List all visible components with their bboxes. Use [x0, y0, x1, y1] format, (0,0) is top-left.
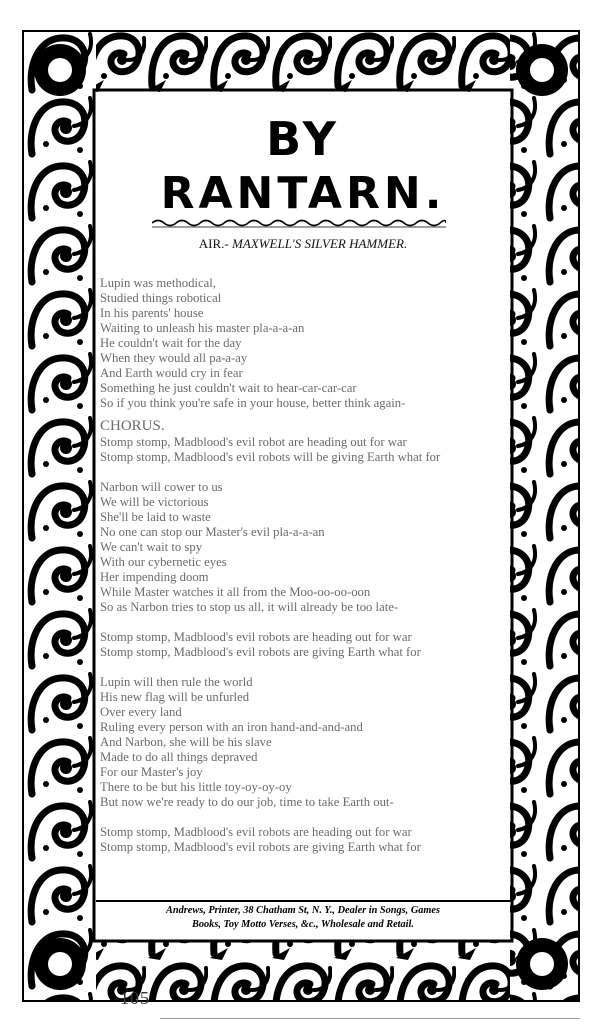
lyric-line: Her impending doom — [100, 570, 209, 584]
lyric-line: Something he just couldn't wait to hear-car-car-car — [100, 381, 357, 395]
imprint-rule — [96, 900, 510, 902]
lyric-line: Stomp stomp, Madblood's evil robots are giving Earth what for — [100, 840, 421, 854]
lyric-line: Waiting to unleash his master pla-a-a-an — [100, 321, 305, 335]
lyric-line: Stomp stomp, Madblood's evil robot are heading out for war — [100, 435, 407, 449]
lyric-line: His new flag will be unfurled — [100, 690, 250, 704]
lyric-line: And Narbon, she will be his slave — [100, 735, 272, 749]
lyric-line: Stomp stomp, Madblood's evil robots are giving Earth what for — [100, 645, 421, 659]
air-tune-name: MAXWELL'S SILVER HAMMER. — [231, 236, 408, 251]
printer-imprint — [96, 904, 510, 932]
lyric-line: There to be but his little toy-oy-oy-oy — [100, 780, 292, 794]
title-main: RANTARN. — [160, 168, 446, 219]
lyric-line: Lupin will then rule the world — [100, 675, 253, 689]
decorative-wave-rule — [152, 218, 446, 228]
lyric-line: And Earth would cry in fear — [100, 366, 243, 380]
tune-attribution — [96, 236, 510, 252]
lyric-line: Made to do all things depraved — [100, 750, 258, 764]
stanza-gap — [100, 660, 508, 675]
lyric-line: We will be victorious — [100, 495, 209, 509]
lyric-line: Studied things robotical — [100, 291, 222, 305]
lyric-line: In his parents' house — [100, 306, 204, 320]
lyric-line: But now we're ready to do our job, time to take Earth out- — [100, 795, 394, 809]
lyric-line: With our cybernetic eyes — [100, 555, 227, 569]
lyric-line: Lupin was methodical, — [100, 276, 216, 290]
lyric-line: No one can stop our Master's evil pla-a-a-an — [100, 525, 325, 539]
lyric-line: While Master watches it all from the Moo-oo-oo-oon — [100, 585, 371, 599]
air-prefix: AIR.- — [198, 236, 232, 251]
title-by: BY — [266, 112, 340, 166]
lyric-line: Stomp stomp, Madblood's evil robots are heading out for war — [100, 630, 412, 644]
lyric-line: Stomp stomp, Madblood's evil robots are heading out for war — [100, 825, 412, 839]
lyric-line: So if you think you're safe in your house, better think again- — [100, 396, 406, 410]
lyric-line: Narbon will cower to us — [100, 480, 223, 494]
imprint-line: Books, Toy Motto Verses, &c., Wholesale and Retail. — [192, 919, 414, 930]
stanza-gap — [100, 810, 508, 825]
lyric-line: He couldn't wait for the day — [100, 336, 242, 350]
lyrics-body — [100, 276, 508, 855]
page-number: 105 — [120, 988, 150, 1008]
imprint-line: Andrews, Printer, 38 Chatham St, N. Y., Dealer in Songs, Games — [166, 905, 440, 916]
broadside-sheet — [96, 92, 510, 937]
lyric-line: Over every land — [100, 705, 182, 719]
lyric-line: For our Master's joy — [100, 765, 203, 779]
stanza-gap — [100, 615, 508, 630]
bottom-edge-line — [160, 1018, 580, 1019]
lyric-line: Ruling every person with an iron hand-and-and-and — [100, 720, 363, 734]
lyric-line: When they would all pa-a-ay — [100, 351, 248, 365]
lyric-line: She'll be laid to waste — [100, 510, 211, 524]
lyric-line: Stomp stomp, Madblood's evil robots will be giving Earth what for — [100, 450, 441, 464]
lyric-line: So as Narbon tries to stop us all, it will already be too late- — [100, 600, 399, 614]
chorus-heading: CHORUS. — [100, 418, 165, 434]
stanza-gap — [100, 465, 508, 480]
lyric-line: We can't wait to spy — [100, 540, 203, 554]
